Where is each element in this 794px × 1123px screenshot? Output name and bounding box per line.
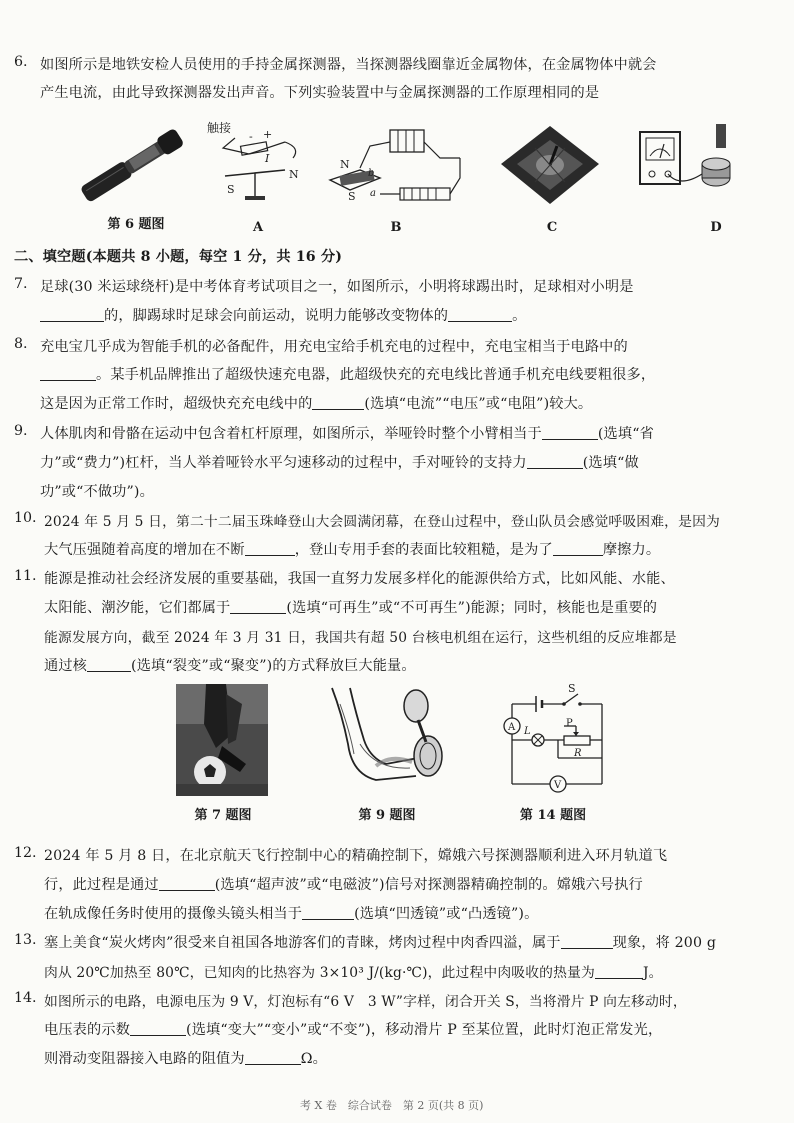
q8-line3-a: 这是因为正常工作时，超级快充充电线中的 (40, 396, 313, 412)
q13-blank-2[interactable] (595, 965, 643, 979)
q13-line1-a: 塞上美食“炭火烤肉”很受来自祖国各地游客们的青睐，烤肉过程中肉香四溢，属于 (44, 935, 561, 951)
q14-line2-b: (选填“变大”“变小”或“不变”)，移动滑片 P 至某位置，此时灯泡正常发光， (186, 1022, 663, 1038)
option-c-figure (495, 118, 605, 213)
q11-blank-1[interactable] (230, 600, 286, 614)
fig6-caption: 第 6 题图 (107, 217, 165, 232)
q13-line1-b: 现象，将 200 g (612, 935, 717, 951)
option-c-label: C (546, 220, 558, 235)
option-b-figure (320, 118, 470, 213)
fig-b-a-label: a (370, 188, 376, 199)
q13-text-line2 (44, 961, 663, 981)
q14-line2-a: 电压表的示数 (44, 1022, 131, 1038)
fig9-caption: 第 9 题图 (358, 808, 416, 823)
option-d-label: D (710, 220, 722, 235)
q11-text-line1: 能源是推动社会经济发展的重要基础，我国一直努力发展多样化的能源供给方式，比如风能、水能、 (44, 571, 675, 587)
q9-text-line2 (40, 452, 639, 472)
q12-text-line1: 2024 年 5 月 8 日，在北京航天飞行控制中心的精确控制下，嫦娥六号探测器顺利进入环月轨道飞 (44, 848, 668, 864)
q10-line2-a: 大气压强随着高度的增加在不断 (44, 542, 245, 558)
q13-text-line1 (44, 932, 716, 952)
q9-blank-1[interactable] (542, 426, 598, 440)
q12-number: 12. (14, 845, 37, 861)
q11-text-line3: 能源发展方向，截至 2024 年 3 月 31 日，我国共有超 50 台核电机组在运行，这些机组的反应堆都是 (44, 630, 677, 646)
q11-line2-b: (选填“可再生”或“不可再生”)能源；同时，核能也是重要的 (286, 600, 658, 616)
q7-line2-a: 的，脚踢球时足球会向前运动，说明力能够改变物体的 (104, 308, 449, 324)
q7-number: 7. (14, 276, 28, 292)
q8-line2: 。某手机品牌推出了超级快速充电器，此超级快充的充电线比普通手机充电线要粗很多， (96, 367, 656, 383)
q9-number: 9. (14, 423, 28, 439)
fig-b-s-label: S (348, 190, 356, 203)
fig7-caption: 第 7 题图 (194, 808, 252, 823)
q9-line2-b: (选填“做 (582, 455, 639, 471)
fig-b-n-label: N (340, 158, 350, 171)
q12-blank-1[interactable] (159, 877, 215, 891)
section-2-title: 二、填空题(本题共 8 小题，每空 1 分，共 16 分) (14, 249, 343, 265)
circuit-diagram-fig14 (492, 684, 612, 796)
page-footer: 考 X 卷 综合试卷 第 2 页(共 8 页) (300, 1099, 484, 1112)
q13-line2-b: J。 (642, 965, 663, 981)
option-a-label: A (252, 220, 264, 235)
q13-blank-1[interactable] (561, 935, 613, 949)
q9-text-line1 (40, 423, 654, 443)
fig-a-n-label: N (289, 168, 299, 181)
q8-line3-b: (选填“电流”“电压”或“电阻”)较大。 (364, 396, 593, 412)
q7-blank-1[interactable] (40, 308, 104, 322)
q6-number: 6. (14, 54, 28, 70)
svg-text:-: - (249, 130, 253, 143)
q6-text-line2: 产生电流，由此导致探测器发出声音。下列实验装置中与金属探测器的工作原理相同的是 (40, 85, 600, 101)
q14-text-line3 (44, 1048, 327, 1068)
q12-line2-b: (选填“超声波”或“电磁波”)信号对探测器精确控制的。嫦娥六号执行 (214, 877, 643, 893)
fig-a-touch-label: 触接 (207, 121, 232, 135)
q11-text-line4 (44, 655, 416, 675)
q14-text-line2 (44, 1019, 662, 1039)
q11-number: 11. (14, 568, 37, 584)
football-photo (176, 684, 268, 796)
q10-number: 10. (14, 510, 37, 526)
q14-text-line1: 如图所示的电路，电源电压为 9 V，灯泡标有“6 V 3 W”字样，闭合开关 S，当将滑片 P 向左移动时， (44, 994, 687, 1010)
c14-voltmeter-label: V (554, 780, 562, 791)
q9-line1-a: 人体肌肉和骨骼在运动中包含着杠杆原理，如图所示，举哑铃时整个小臂相当于 (40, 426, 542, 442)
q6-text-line1: 如图所示是地铁安检人员使用的手持金属探测器，当探测器线圈靠近金属物体，在金属物体中就会 (40, 57, 657, 73)
q8-blank-2[interactable] (312, 396, 364, 410)
svg-text:+: + (263, 128, 273, 141)
arm-dumbbell-figure (320, 684, 450, 796)
q11-blank-2[interactable] (87, 658, 131, 672)
q14-number: 14. (14, 990, 37, 1006)
q10-blank-2[interactable] (553, 542, 603, 556)
q12-text-line3 (44, 903, 538, 923)
q7-line2-b: 。 (512, 308, 527, 324)
q7-text-line1: 足球(30 米运球绕杆)是中考体育考试项目之一，如图所示，小明将球踢出时，足球相对小明是 (40, 279, 634, 295)
c14-ammeter-label: A (508, 722, 516, 733)
c14-rheostat-label: R (574, 748, 582, 759)
option-b-label: B (390, 220, 402, 235)
q11-line2-a: 太阳能、潮汐能，它们都属于 (44, 600, 231, 616)
q9-text-line3: 功”或“不做功”)。 (40, 484, 154, 500)
fig-a-s-label: S (227, 183, 235, 196)
q8-text-line2 (40, 364, 655, 384)
metal-detector-figure (70, 110, 200, 210)
q14-blank-1[interactable] (130, 1022, 186, 1036)
q9-line1-b: (选填“省 (597, 426, 654, 442)
q7-blank-2[interactable] (448, 308, 512, 322)
q10-blank-1[interactable] (245, 542, 295, 556)
q8-blank-1[interactable] (40, 367, 96, 381)
option-d-figure (630, 118, 740, 213)
fig-a-current-label: I (265, 152, 270, 165)
q14-line3-a: 则滑动变阻器接入电路的阻值为 (44, 1051, 245, 1067)
q14-blank-2[interactable] (245, 1051, 301, 1065)
c14-lamp-label: L (524, 726, 531, 737)
c14-slider-label: P (566, 718, 573, 729)
q12-line2-a: 行，此过程是通过 (44, 877, 159, 893)
q13-number: 13. (14, 932, 37, 948)
q11-line4-a: 通过核 (44, 658, 88, 674)
q10-text-line2 (44, 539, 660, 559)
q13-line2-a: 肉从 20℃加热至 80℃，已知肉的比热容为 3×10³ J/(kg·℃)，此过程中肉吸收的热量为 (44, 965, 595, 981)
q11-text-line2 (44, 597, 657, 617)
q12-line3-b: (选填“凹透镜”或“凸透镜”)。 (354, 906, 539, 922)
q10-line2-b: ，登山专用手套的表面比较粗糙，是为了 (294, 542, 553, 558)
c14-switch-label: S (568, 684, 576, 695)
q7-text-line2 (40, 305, 526, 325)
q14-line3-b: Ω。 (300, 1051, 327, 1067)
q9-blank-2[interactable] (527, 455, 583, 469)
q11-line4-b: (选填“裂变”或“聚变”)的方式释放巨大能量。 (131, 658, 416, 674)
q10-text-line1: 2024 年 5 月 5 日，第二十二届玉珠峰登山大会圆满闭幕，在登山过程中，登山队员会感觉呼吸困难，是因为 (44, 514, 720, 530)
fig-b-b-label: b (368, 168, 375, 179)
q10-line2-c: 摩擦力。 (602, 542, 661, 558)
q12-blank-2[interactable] (302, 906, 354, 920)
q8-number: 8. (14, 336, 28, 352)
option-a-figure (205, 118, 315, 213)
q12-text-line2 (44, 874, 643, 894)
q12-line3-a: 在轨成像任务时使用的摄像头镜头相当于 (44, 906, 303, 922)
q8-text-line3 (40, 393, 592, 413)
fig14-caption: 第 14 题图 (519, 808, 587, 823)
q8-text-line1: 充电宝几乎成为智能手机的必备配件，用充电宝给手机充电的过程中，充电宝相当于电路中的 (40, 339, 628, 355)
q9-line2-a: 力”或“费力”)杠杆，当人举着哑铃水平匀速移动的过程中，手对哑铃的支持力 (40, 455, 527, 471)
